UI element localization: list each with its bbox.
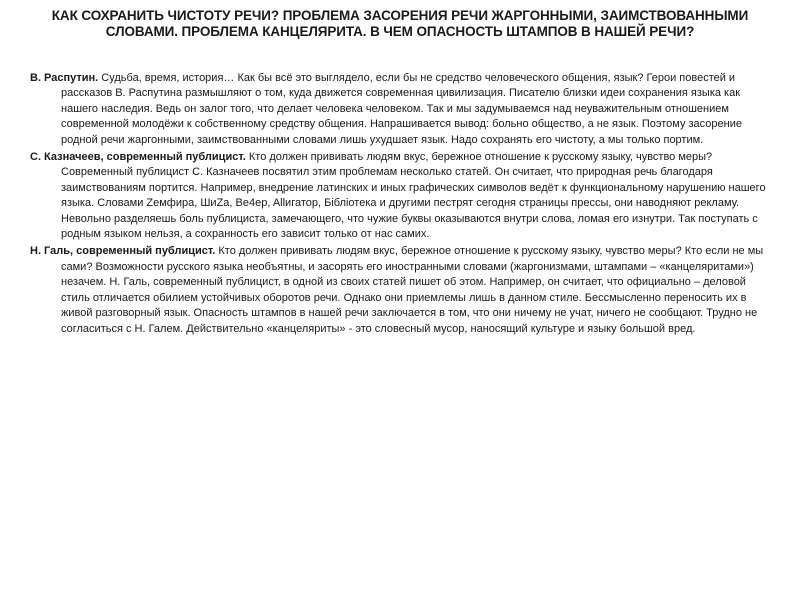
paragraph-rasputin bbox=[30, 71, 775, 148]
paragraph-author: С. Казначеев, современный публицист. bbox=[30, 151, 246, 164]
paragraph-gal bbox=[30, 244, 775, 336]
paragraph-author: Н. Галь, современный публицист. bbox=[30, 245, 216, 258]
slide-body bbox=[30, 71, 775, 339]
paragraph-author: В. Распутин. bbox=[30, 72, 99, 84]
paragraph-text: Судьба, время, история… Как бы всё это выглядело, если бы не средство человеческого общения, язык? Герои повестей и рассказов В. Распутина размышляют о том, куда движется современная цивилизация. Писателю близки идеи сохранения языка как нашего наследия. Ведь он залог того, что делает человека человеком. Так и мы задумываемся над неуважительным отношением современной молодёжи к собственному средству общения. Напрашивается вывод: больно общество, а не язык. Поэтому засорение родной речи жаргонными, заимствованными словами лишь ухудшает язык. Надо сохранять его чистоту, а мы только портим. bbox=[61, 72, 742, 146]
paragraph-kaznacheev bbox=[30, 150, 775, 242]
paragraph-text: Кто должен прививать людям вкус, бережное отношение к русскому языку, чувство меры? Кто если не мы сами? Возможности русского языка необъятны, и засорять его иностранными словами (жаргонизмами, штампами – «канцеляритами») незачем. Н. Галь, современный публицист, в одной из своих статей пишет об этом. Например, он считает, что официально – деловой стиль отличается обилием устойчивых оборотов речи. Однако они приемлемы лишь в данном стиле. Бессмысленно переносить их в живой разговорный язык. Опасность штампов в нашей речи заключается в том, что они ничему не учат, ничего не сообщают. Трудно не согласиться с Н. Галем. Действительно «канцеляриты» - это словесный мусор, наносящий культуре и языку большой вред. bbox=[61, 245, 764, 335]
slide-title: КАК СОХРАНИТЬ ЧИСТОТУ РЕЧИ? ПРОБЛЕМА ЗАСОРЕНИЯ РЕЧИ ЖАРГОННЫМИ, ЗАИМСТВОВАННЫМИ СЛОВАМИ. ПРОБЛЕМА КАНЦЕЛЯРИТА. В ЧЕМ ОПАСНОСТЬ ШТАМПОВ В НАШЕЙ РЕЧИ? bbox=[51, 8, 749, 39]
paragraph-text: Кто должен прививать людям вкус, бережное отношение к русскому языку, чувство меры? Современный публицист С. Казначеев посвятил этим проблемам несколько статей. Он считает, что природная речь благодаря заимствованиям портится. Например, внедрение латинских и иных графических символов ведёт к функциональному нарушению нашего языка. Словами Zемфира, ШиZа, Be4ep, Allигатор, Бiблiотека и другими пестрят сегодня страницы прессы, они наводняют рекламу. Невольно разделяешь боль публициста, замечающего, что чужие буквы оказываются внутри слова, ломая его изнутри. Так поступать с родным языком нельзя, а сохранность его зависит только от нас самих. bbox=[61, 151, 766, 241]
